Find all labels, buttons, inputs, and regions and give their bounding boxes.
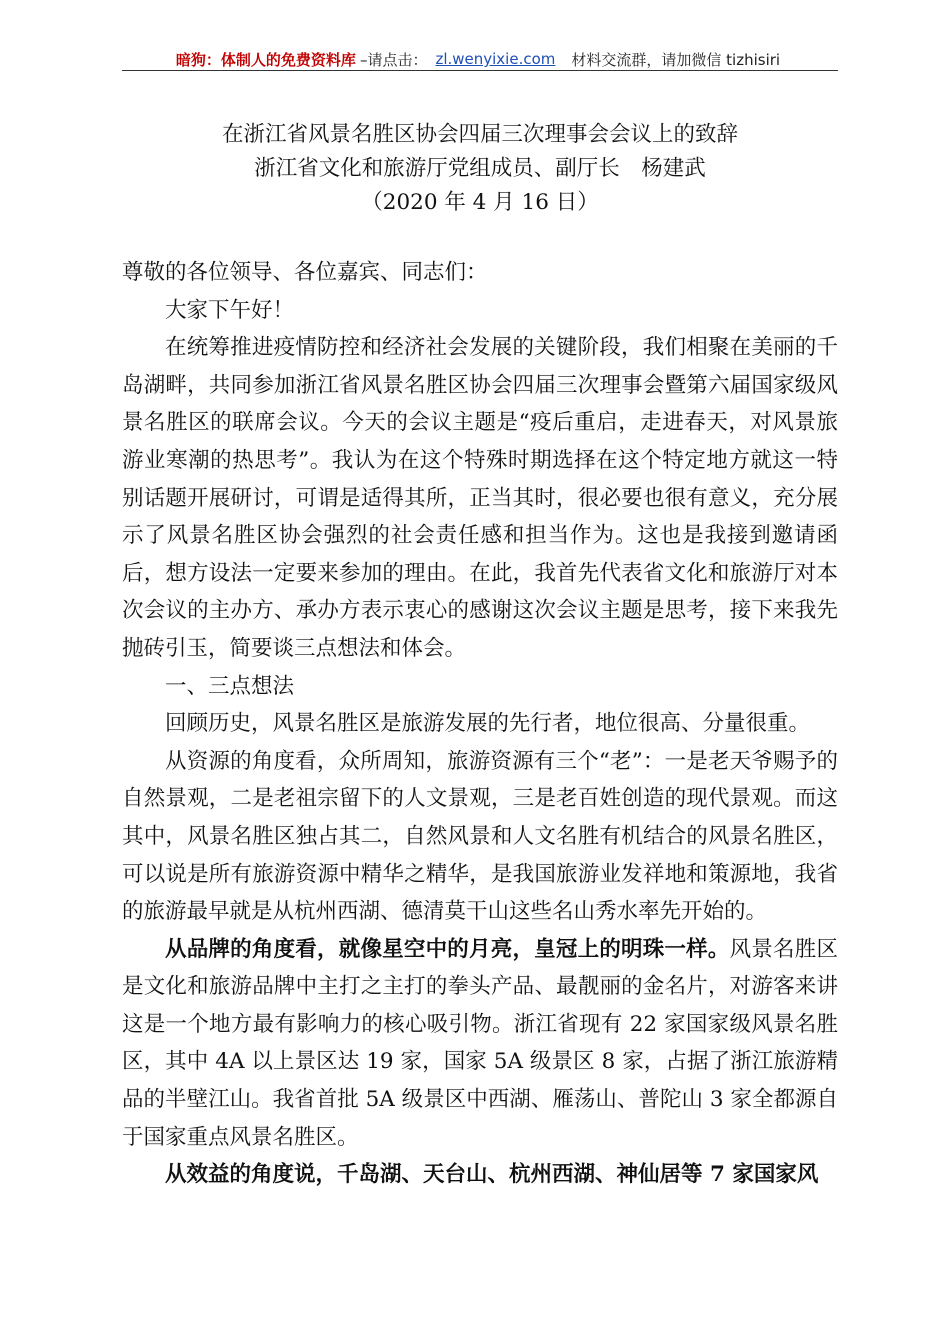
- paragraph-5-lead: 从效益的角度说，千岛湖、天台山、杭州西湖、神仙居等 7 家国家风: [165, 1162, 819, 1188]
- document-speaker: 浙江省文化和旅游厅党组成员、副厅长 杨建武: [254, 156, 706, 181]
- paragraph-4-lead: 从品牌的角度看，就像星空中的月亮，皇冠上的明珠一样。: [165, 936, 730, 962]
- paragraph-5: [122, 1156, 838, 1194]
- section-heading-1: 一、三点想法: [165, 673, 295, 699]
- document-title: 在浙江省风景名胜区协会四届三次理事会会议上的致辞: [221, 122, 738, 147]
- header-divider: [122, 70, 838, 71]
- paragraph-3: 从资源的角度看，众所周知，旅游资源有三个“老”：一是老天爷赐予的自然景观，二是老祖宗留下的人文景观，三是老百姓创造的现代景观。而这其中，风景名胜区独占其二，自然风景和人文名胜有机结合的风景名胜区，可以说是所有旅游资源中精华之精华，是我国旅游业发祥地和策源地，我省的旅游最早就是从杭州西湖、德清莫干山这些名山秀水率先开始的。: [122, 748, 838, 925]
- header-brand: 暗狗：体制人的免费资料库: [175, 50, 356, 69]
- header-wechat: 材料交流群，请加微信 tizhisiri: [571, 50, 781, 69]
- paragraph-1: 在统筹推进疫情防控和经济社会发展的关键阶段，我们相聚在美丽的千岛湖畔，共同参加浙江省风景名胜区协会四届三次理事会暨第六届国家级风景名胜区的联席会议。今天的会议主题是“疫后重启，走进春天，对风景旅游业寒潮的热思考”。我认为在这个特殊时期选择在这个特定地方就这一特别话题开展研讨，可谓是适得其所，正当其时，很必要也很有意义，充分展示了风景名胜区协会强烈的社会责任感和担当作为。这也是我接到邀请函后，想方设法一定要来参加的理由。在此，我首先代表省文化和旅游厅对本次会议的主办方、承办方表示衷心的感谢这次会议主题是思考，接下来我先抛砖引玉，简要谈三点想法和体会。: [122, 335, 838, 661]
- document-date: （2020 年 4 月 16 日）: [361, 190, 599, 215]
- watermark-header: [122, 46, 838, 72]
- greeting: 大家下午好！: [165, 297, 295, 323]
- paragraph-4: [122, 931, 838, 1157]
- header-prompt: –请点击：: [359, 50, 428, 69]
- document-body: [122, 118, 838, 1194]
- header-link[interactable]: zl.wenyixie.com: [435, 50, 556, 68]
- paragraph-4-body: 风景名胜区是文化和旅游品牌中主打之主打的拳头产品、最靓丽的金名片，对游客来讲这是一个地方最有影响力的核心吸引物。浙江省现有 22 家国家级风景名胜区，其中 4A 以上景区达 19 家，国家 5A 级景区 8 家，占据了浙江旅游精品的半壁江山。我省首批 5A 级景区中西湖、雁荡山、普陀山 3 家全都源自于国家重点风景名胜区。: [122, 936, 838, 1150]
- paragraph-2: 回顾历史，风景名胜区是旅游发展的先行者，地位很高、分量很重。: [165, 711, 811, 737]
- salutation: 尊敬的各位领导、各位嘉宾、同志们：: [122, 260, 488, 285]
